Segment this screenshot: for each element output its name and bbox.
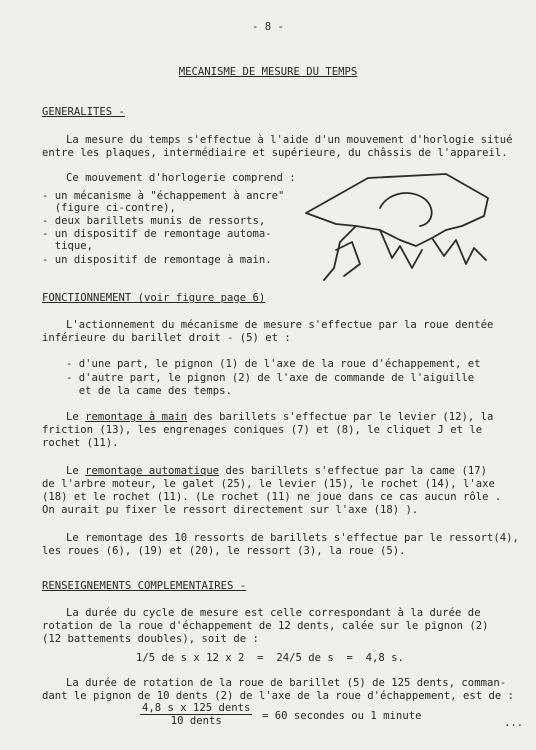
- paragraph-line: Le remontage des 10 ressorts de barillets s'effectue par le ressort(4),: [66, 532, 519, 544]
- text-run: des barillets s'effectue par la came (17): [219, 465, 487, 477]
- paragraph-line: La durée de rotation de la roue de barillet (5) de 125 dents, comman-: [66, 677, 507, 689]
- heading-generalites: GENERALITES -: [42, 106, 125, 118]
- paragraph-line: La durée du cycle de mesure est celle correspondant à la durée de: [66, 607, 481, 619]
- list-item: - un dispositif de remontage automa-: [42, 228, 272, 240]
- page-number: - 8 -: [252, 21, 284, 33]
- list-intro: Ce mouvement d'horlogerie comprend :: [66, 172, 296, 184]
- paragraph-line: L'actionnement du mécanisme de mesure s'effectue par la roue dentée: [66, 319, 494, 331]
- list-item: - deux barillets munis de ressorts,: [42, 215, 266, 227]
- fraction-denominator: 10 dents: [170, 715, 222, 727]
- paragraph-line: [66, 464, 487, 478]
- paragraph-line: La mesure du temps s'effectue à l'aide d'un mouvement d'horlogie situé: [66, 134, 513, 146]
- list-item: tique,: [42, 240, 94, 252]
- paragraph-line: (12 battements doubles), soit de :: [42, 633, 259, 645]
- paragraph-line: rochet (11).: [42, 437, 119, 449]
- fraction: [140, 702, 252, 727]
- fraction-result: = 60 secondes ou 1 minute: [262, 710, 422, 722]
- heading-fonctionnement: FONCTIONNEMENT (voir figure page 6): [42, 292, 266, 304]
- list-item: - d'autre part, le pignon (2) de l'axe de commande de l'aiguille: [66, 372, 475, 384]
- paragraph-line: On aurait pu fixer le ressort directement sur l'axe (18) ).: [42, 504, 419, 516]
- underlined-term: remontage automatique: [85, 465, 220, 477]
- heading-renseignements: RENSEIGNEMENTS COMPLEMENTAIRES -: [42, 580, 247, 592]
- list-item: (figure ci-contre),: [42, 202, 176, 214]
- paragraph-line: dant le pignon de 10 dents (2) de l'axe de la roue d'échappement, est de :: [42, 690, 514, 702]
- formula-cycle: 1/5 de s x 12 x 2 = 24/5 de s = 4,8 s.: [136, 652, 404, 664]
- list-item: - d'une part, le pignon (1) de l'axe de la roue d'échappement, et: [66, 358, 481, 370]
- page-title: MECANISME DE MESURE DU TEMPS: [178, 66, 358, 78]
- underlined-term: remontage à main: [85, 411, 188, 423]
- list-item: - un mécanisme à "échappement à ancre": [42, 190, 285, 202]
- paragraph-line: (18) et le rochet (11). (Le rochet (11) ne joue dans ce cas aucun rôle .: [42, 491, 502, 503]
- paragraph-line: de l'arbre moteur, le galet (25), le levier (15), le rochet (14), l'axe: [42, 478, 495, 490]
- anchor-escapement-figure: [296, 168, 496, 286]
- paragraph-line: friction (13), les engrenages coniques (7) et (8), le cliquet J et le: [42, 424, 483, 436]
- text-run: Le: [66, 411, 86, 423]
- list-item: et de la came des temps.: [66, 385, 232, 397]
- continuation-mark: ...: [504, 717, 524, 729]
- text-run: Le: [66, 465, 86, 477]
- paragraph-line: entre les plaques, intermédiaire et supérieure, du châssis de l'appareil.: [42, 147, 508, 159]
- text-run: des barillets s'effectue par le levier (12), la: [187, 411, 494, 423]
- paragraph-line: [66, 410, 493, 424]
- paragraph-line: les roues (6), (19) et (20), le ressort (3), la roue (5).: [42, 545, 406, 557]
- list-item: - un dispositif de remontage à main.: [42, 254, 272, 266]
- fraction-numerator: 4,8 s x 125 dents: [142, 702, 251, 714]
- paragraph-line: inférieure du barillet droit - (5) et :: [42, 332, 291, 344]
- paragraph-line: rotation de la roue d'échappement de 12 dents, calée sur le pignon (2): [42, 620, 489, 632]
